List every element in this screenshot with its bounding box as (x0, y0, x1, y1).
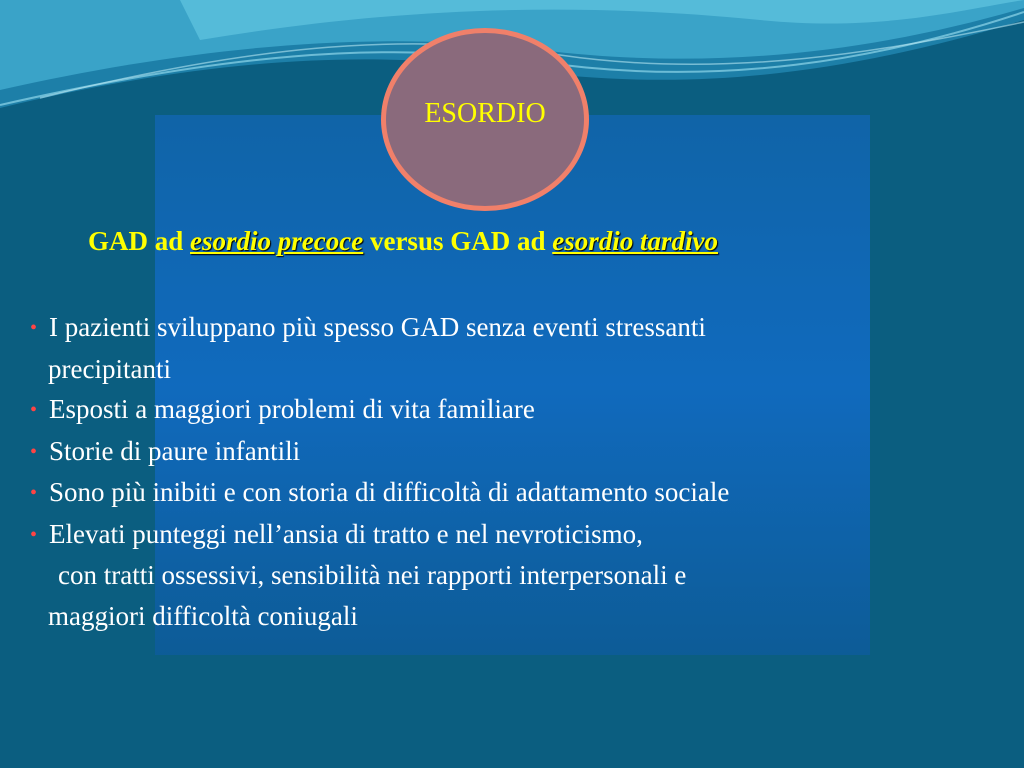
bullet-dot-icon: • (30, 317, 38, 339)
list-item (30, 389, 990, 431)
bullet-list (30, 307, 990, 636)
list-item-continuation (30, 596, 990, 637)
list-item-continuation (30, 349, 990, 390)
list-item (30, 307, 990, 349)
bullet-dot-icon: • (30, 482, 38, 504)
subtitle-part2: versus GAD ad (363, 226, 553, 256)
subtitle-em1: esordio precoce (190, 226, 364, 256)
subtitle-part1: GAD ad (88, 226, 191, 256)
list-item (30, 472, 990, 514)
list-item (30, 514, 990, 556)
list-item-continuation (30, 555, 990, 596)
bullet-dot-icon: • (30, 523, 38, 546)
esordio-circle (381, 28, 589, 211)
list-item-text: Storie di paure infantili (49, 435, 301, 466)
list-item-text: Esposti a maggiori problemi di vita familiare (49, 394, 535, 424)
subtitle (88, 226, 948, 257)
list-item-text: precipitanti (48, 353, 171, 384)
list-item-text: con tratti ossessivi, sensibilità nei rapporti interpersonali e (58, 560, 687, 590)
list-item (30, 431, 990, 473)
list-item-text: I pazienti sviluppano più spesso GAD senza eventi stressanti (49, 312, 706, 342)
subtitle-em2: esordio tardivo (552, 226, 718, 256)
list-item-text: Elevati punteggi nell’ansia di tratto e nel nevroticismo, (49, 518, 643, 549)
circle-label: ESORDIO (424, 97, 546, 129)
list-item-text: Sono più inibiti e con storia di difficoltà di adattamento sociale (49, 477, 730, 507)
bullet-dot-icon: • (30, 399, 38, 421)
bullet-dot-icon: • (30, 440, 38, 463)
list-item-text: maggiori difficoltà coniugali (48, 600, 358, 631)
